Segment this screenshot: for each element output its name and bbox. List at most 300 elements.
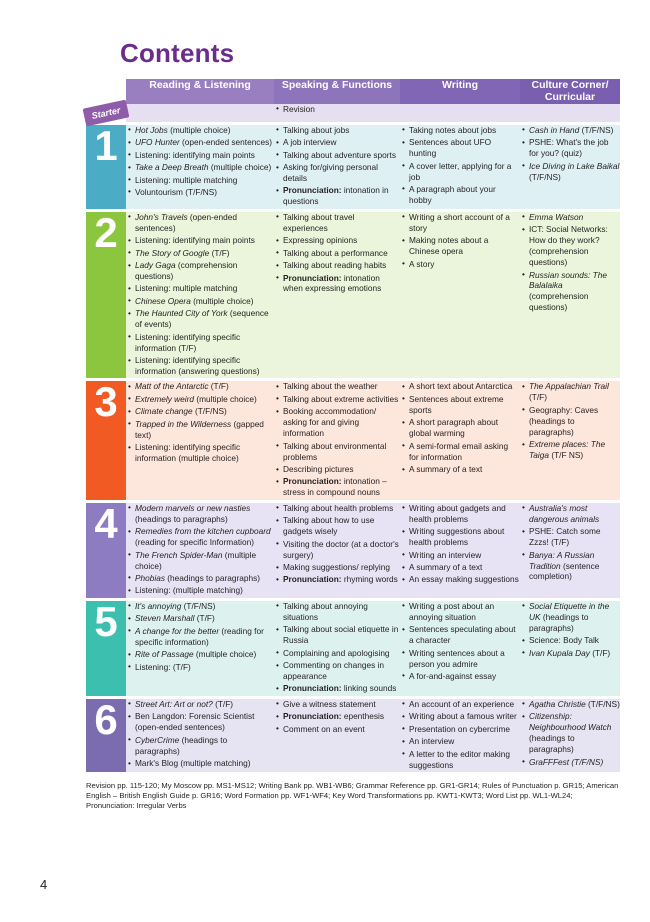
cell-speaking-functions: [274, 104, 400, 124]
text-fragment: (comprehension questions): [529, 291, 589, 313]
list-item: [283, 624, 400, 646]
text-fragment: Writing about a famous writer: [409, 711, 517, 722]
text-fragment: Pronunciation:: [283, 272, 344, 283]
text-fragment: Ivan Kupala Day: [529, 647, 593, 658]
contents-table: [86, 79, 620, 775]
list-item: [135, 150, 274, 161]
cell-writing: [400, 599, 520, 697]
text-fragment: rhyming words: [343, 574, 398, 585]
table-header: [86, 79, 620, 104]
text-fragment: Listening: multiple matching: [135, 174, 238, 185]
text-fragment: A short text about Antarctica: [409, 381, 513, 392]
text-fragment: Talking about a performance: [283, 247, 388, 258]
bullet-list: [400, 125, 520, 206]
list-item: [135, 308, 274, 330]
text-fragment: Pronunciation:: [283, 185, 344, 196]
bullet-list: [400, 699, 520, 771]
text-fragment: (headings to paragraphs): [135, 734, 228, 756]
cell-culture-corner: [520, 123, 620, 210]
text-fragment: Writing sentences about a person you admire: [409, 647, 505, 669]
text-fragment: (T/F): [196, 613, 215, 624]
list-item: [283, 235, 400, 246]
list-item: [283, 660, 400, 682]
list-item: [409, 736, 520, 747]
list-item: [135, 735, 274, 757]
list-item: [409, 137, 520, 159]
text-fragment: Sentences speculating about a character: [409, 624, 516, 646]
cell-speaking-functions: [274, 697, 400, 773]
list-item: [135, 626, 274, 648]
list-item: [135, 406, 274, 417]
text-fragment: Talking about reading habits: [283, 260, 387, 271]
text-fragment: Talking about jobs: [283, 124, 350, 135]
bullet-list: [274, 381, 400, 498]
list-item: [135, 162, 274, 173]
bullet-list: [274, 104, 400, 115]
cell-writing: [400, 380, 520, 501]
unit-label-starter: [86, 104, 126, 124]
bullet-list: [126, 125, 274, 198]
cell-reading-listening: [126, 599, 274, 697]
list-item: [135, 248, 274, 259]
list-item: [529, 439, 620, 461]
text-fragment: Extreme places: The Taiga: [529, 439, 606, 461]
text-fragment: The French Spider-Man: [135, 549, 225, 560]
text-fragment: (sequence of events): [135, 308, 269, 330]
list-item: [283, 394, 400, 405]
text-fragment: (T/F): [592, 647, 611, 658]
text-fragment: An essay making suggestions: [409, 574, 519, 585]
list-item: [409, 259, 520, 270]
text-fragment: (gapped text): [135, 418, 264, 440]
text-fragment: Science: Body Talk: [529, 635, 599, 646]
text-fragment: (T/F/NS): [194, 406, 227, 417]
list-item: [135, 699, 274, 710]
cell-reading-listening: [126, 501, 274, 599]
list-item: [283, 724, 400, 735]
list-item: [283, 212, 400, 234]
text-fragment: GraFFFest (T/F/NS): [529, 756, 604, 767]
list-item: [409, 562, 520, 573]
list-item: [529, 601, 620, 634]
text-fragment: Talking about annoying situations: [283, 600, 368, 622]
unit-number-6: 6: [86, 697, 126, 773]
text-fragment: intonation when expressing emotions: [283, 272, 382, 294]
text-fragment: The Story of Google: [135, 247, 212, 258]
text-fragment: Listening: identifying specific information (multiple choice): [135, 442, 241, 464]
list-item: [529, 270, 620, 314]
list-item: [135, 662, 274, 673]
text-fragment: A paragraph about your hobby: [409, 183, 496, 205]
text-fragment: Asking for/giving personal details: [283, 162, 379, 183]
text-fragment: (T/F/NS): [529, 171, 561, 182]
list-item: [135, 175, 274, 186]
list-item: [135, 332, 274, 354]
bullet-list: [400, 381, 520, 475]
list-item: [283, 562, 400, 573]
text-fragment: Writing an interview: [409, 549, 482, 560]
list-item: [529, 648, 620, 659]
list-item: [283, 441, 400, 463]
bullet-list: [274, 601, 400, 695]
cell-speaking-functions: [274, 123, 400, 210]
text-fragment: Writing about gadgets and health problems: [409, 502, 506, 524]
list-item: [529, 125, 620, 136]
text-fragment: Writing suggestions about health problems: [409, 526, 505, 548]
text-fragment: Steven Marshall: [135, 613, 197, 624]
list-item: [409, 624, 520, 646]
cell-culture-corner: [520, 104, 620, 124]
list-item: [283, 185, 400, 207]
text-fragment: Hot Jobs: [135, 124, 171, 135]
list-item: [409, 601, 520, 623]
text-fragment: UFO Hunter: [135, 137, 183, 148]
text-fragment: Rite of Passage: [135, 649, 196, 660]
column-header-culture-corner: Culture Corner/ Curricular: [520, 79, 620, 104]
bullet-list: [520, 601, 620, 659]
text-fragment: Listening: identifying specific information (answering questions): [135, 355, 260, 376]
text-fragment: Street Art: Art or not?: [135, 698, 216, 709]
list-item: [135, 503, 274, 525]
text-fragment: (multiple choice): [170, 124, 231, 135]
text-fragment: Complaining and apologising: [283, 647, 390, 658]
list-item: [283, 648, 400, 659]
list-item: [409, 125, 520, 136]
text-fragment: Geography: Caves (headings to paragraphs): [529, 404, 599, 437]
text-fragment: John's Travels: [135, 211, 190, 222]
text-fragment: Russian sounds: The Balalaika: [529, 269, 607, 291]
list-item: [135, 601, 274, 612]
text-fragment: (multiple choice): [196, 393, 257, 404]
text-fragment: An interview: [409, 736, 455, 747]
list-item: [283, 476, 400, 498]
text-fragment: Talking about travel experiences: [283, 211, 355, 233]
text-fragment: Give a witness statement: [283, 698, 376, 709]
list-item: [135, 394, 274, 405]
list-item: [135, 573, 274, 584]
cell-reading-listening: [126, 123, 274, 210]
list-item: [283, 574, 400, 585]
text-fragment: Making notes about a Chinese opera: [409, 235, 489, 257]
cell-writing: [400, 697, 520, 773]
cell-speaking-functions: [274, 210, 400, 380]
text-fragment: Lady Gaga: [135, 260, 178, 271]
footnote: Revision pp. 115-120; My Moscow pp. MS1-MS12; Writing Bank pp. WB1-WB6; Grammar Reference pp. GR1-GR14; Rules of Punctuation p. GR15; American English – British English Guide p. GR16; Word Formation pp. WF1-WF4; Key Word Transformations pp. KWT1-KWT3; Word List pp. WL1-WL24; Pronunciation: Irregular Verbs: [86, 780, 619, 811]
list-item: [409, 161, 520, 183]
bullet-list: [520, 212, 620, 313]
text-fragment: (T/F NS): [551, 450, 584, 461]
text-fragment: Sentences about extreme sports: [409, 393, 504, 415]
text-fragment: Talking about extreme activities: [283, 393, 399, 404]
list-item: [135, 260, 274, 282]
list-item: [409, 417, 520, 439]
column-header-writing: Writing: [400, 79, 520, 104]
text-fragment: (headings to paragraphs): [529, 611, 589, 633]
cell-culture-corner: [520, 599, 620, 697]
list-item: [135, 442, 274, 464]
list-item: [283, 260, 400, 271]
list-item: [135, 526, 274, 548]
text-fragment: Ben Langdon: Forensic Scientist (open-ended sentences): [135, 711, 255, 733]
list-item: [409, 212, 520, 234]
text-fragment: Australia's most dangerous animals: [529, 502, 600, 524]
text-fragment: Writing a short account of a story: [409, 211, 510, 233]
cell-writing: [400, 123, 520, 210]
list-item: [135, 137, 274, 148]
bullet-list: [400, 503, 520, 586]
cell-writing: [400, 104, 520, 124]
unit-number-2: 2: [86, 210, 126, 380]
text-fragment: Ice Diving in Lake Baikal: [529, 160, 620, 171]
cell-speaking-functions: [274, 599, 400, 697]
list-item: [409, 550, 520, 561]
list-item: [529, 550, 620, 583]
cell-writing: [400, 501, 520, 599]
text-fragment: (open-ended sentences): [182, 137, 272, 148]
table-row: [86, 104, 620, 124]
text-fragment: Extremely weird: [135, 393, 197, 404]
text-fragment: (multiple choice): [193, 295, 254, 306]
list-item: [409, 749, 520, 771]
cell-speaking-functions: [274, 501, 400, 599]
text-fragment: A change for the better: [135, 625, 222, 636]
text-fragment: (headings to paragraphs): [167, 572, 261, 583]
text-fragment: Agatha Christie: [529, 698, 589, 709]
list-item: [529, 711, 620, 755]
text-fragment: (open-ended sentences): [135, 211, 237, 233]
list-item: [409, 574, 520, 585]
bullet-list: [520, 125, 620, 183]
text-fragment: Listening: identifying specific information (T/F): [135, 331, 241, 353]
text-fragment: Pronunciation:: [283, 476, 344, 487]
cell-reading-listening: [126, 104, 274, 124]
text-fragment: A job interview: [283, 137, 337, 148]
list-item: [529, 381, 620, 403]
bullet-list: [126, 699, 274, 769]
list-item: [283, 503, 400, 514]
text-fragment: A cover letter, applying for a job: [409, 160, 512, 182]
text-fragment: Banya: A Russian Tradition: [529, 549, 595, 571]
text-fragment: (comprehension questions): [135, 260, 238, 281]
text-fragment: (T/F): [215, 698, 234, 709]
list-item: [283, 683, 400, 694]
list-item: [135, 381, 274, 392]
list-item: [135, 355, 274, 377]
text-fragment: PSHE: Catch some Zzzs! (T/F): [529, 526, 601, 548]
text-fragment: Describing pictures: [283, 464, 354, 474]
text-fragment: (multiple choice): [195, 649, 257, 660]
list-item: [283, 273, 400, 295]
cell-culture-corner: [520, 501, 620, 599]
unit-number-4: 4: [86, 501, 126, 599]
text-fragment: An account of an experience: [409, 698, 515, 709]
text-fragment: PSHE: What's the job for you? (quiz): [529, 137, 609, 159]
text-fragment: Voluntourism (T/F/NS): [135, 186, 218, 197]
page-number: 4: [40, 877, 48, 892]
text-fragment: Talking about adventure sports: [283, 149, 397, 160]
column-header-speaking-functions: Speaking & Functions: [274, 79, 400, 104]
text-fragment: Listening: identifying main points: [135, 149, 255, 160]
list-item: [283, 464, 400, 475]
cell-reading-listening: [126, 697, 274, 773]
text-fragment: intonation in questions: [283, 185, 389, 207]
text-fragment: Phobias: [135, 572, 168, 583]
bullet-list: [274, 125, 400, 208]
text-fragment: It's annoying: [135, 600, 184, 611]
list-item: [529, 224, 620, 268]
unit-number-3: 3: [86, 380, 126, 501]
list-item: [409, 235, 520, 257]
cell-culture-corner: [520, 380, 620, 501]
table-row: [86, 501, 620, 599]
list-item: [409, 381, 520, 392]
list-item: [529, 405, 620, 438]
text-fragment: A semi-formal email asking for information: [409, 440, 509, 462]
text-fragment: Talking about how to use gadgets wisely: [283, 515, 375, 537]
list-item: [135, 550, 274, 572]
list-item: [135, 283, 274, 294]
bullet-list: [126, 503, 274, 597]
text-fragment: Climate change: [135, 406, 195, 417]
table-row: [86, 380, 620, 501]
column-header-reading-listening: Reading & Listening: [126, 79, 274, 104]
cell-culture-corner: [520, 697, 620, 773]
text-fragment: Sentences about UFO hunting: [409, 137, 492, 159]
bullet-list: [274, 699, 400, 735]
text-fragment: Talking about social etiquette in Russia: [283, 624, 399, 646]
list-item: [529, 699, 620, 710]
text-fragment: Take a Deep Breath: [135, 162, 211, 173]
text-fragment: A short paragraph about global warming: [409, 417, 499, 439]
text-fragment: Remedies from the kitchen cupboard: [135, 526, 271, 537]
text-fragment: linking sounds: [343, 683, 397, 694]
list-item: [283, 601, 400, 623]
cell-reading-listening: [126, 380, 274, 501]
text-fragment: A summary of a text: [409, 464, 483, 474]
text-fragment: Pronunciation:: [283, 574, 344, 585]
text-fragment: (reading for specific Information): [135, 537, 254, 548]
bullet-list: [274, 212, 400, 295]
text-fragment: Listening: (multiple matching): [135, 585, 243, 596]
table-row: [86, 697, 620, 773]
list-item: [135, 419, 274, 441]
bullet-list: [274, 503, 400, 586]
text-fragment: (multiple choice): [210, 162, 272, 173]
cell-reading-listening: [126, 210, 274, 380]
list-item: [283, 699, 400, 710]
table-row: [86, 210, 620, 380]
list-item: [283, 137, 400, 148]
text-fragment: (sentence completion): [529, 560, 600, 582]
text-fragment: Revision: [283, 103, 315, 114]
text-fragment: intonation – stress in compound nouns: [283, 476, 387, 498]
list-item: [409, 724, 520, 735]
text-fragment: The Haunted City of York: [135, 308, 230, 319]
unit-number-1: 1: [86, 123, 126, 210]
list-item: [283, 381, 400, 392]
text-fragment: (T/F/NS): [183, 600, 216, 611]
list-item: [409, 711, 520, 722]
list-item: [283, 150, 400, 161]
text-fragment: Comment on an event: [283, 723, 365, 734]
text-fragment: Chinese Opera: [135, 295, 194, 306]
text-fragment: Expressing opinions: [283, 235, 358, 246]
text-fragment: CyberCrime: [135, 734, 182, 745]
list-item: [135, 613, 274, 624]
list-item: [529, 212, 620, 223]
list-item: [135, 125, 274, 136]
list-item: [529, 526, 620, 548]
list-item: [409, 184, 520, 206]
list-item: [283, 711, 400, 722]
bullet-list: [400, 212, 520, 270]
list-item: [283, 104, 400, 115]
list-item: [283, 515, 400, 537]
list-item: [529, 137, 620, 159]
list-item: [135, 711, 274, 733]
text-fragment: epenthesis: [343, 711, 384, 722]
list-item: [529, 161, 620, 183]
text-fragment: Pronunciation:: [283, 711, 344, 722]
table-row: [86, 123, 620, 210]
text-fragment: Making suggestions/ replying: [283, 562, 390, 572]
list-item: [409, 699, 520, 710]
text-fragment: (T/F): [529, 392, 547, 403]
text-fragment: Visiting the doctor (at a doctor's surgery): [283, 538, 399, 560]
text-fragment: The Appalachian Trail: [529, 381, 609, 392]
text-fragment: Booking accommodation/ asking for and giving information: [283, 406, 377, 439]
list-item: [409, 648, 520, 670]
bullet-list: [520, 381, 620, 461]
text-fragment: Cash in Hand: [529, 124, 582, 135]
list-item: [135, 235, 274, 246]
text-fragment: Talking about health problems: [283, 502, 394, 513]
text-fragment: Mark's Blog (multiple matching): [135, 758, 251, 768]
bullet-list: [126, 381, 274, 464]
text-fragment: Matt of the Antarctic: [135, 381, 211, 392]
text-fragment: Listening: identifying main points: [135, 235, 255, 246]
text-fragment: Pronunciation:: [283, 683, 344, 694]
cell-culture-corner: [520, 210, 620, 380]
list-item: [135, 296, 274, 307]
table-row: [86, 599, 620, 697]
starter-badge: Starter: [83, 99, 130, 126]
text-fragment: Modern marvels or new nasties: [135, 502, 251, 513]
text-fragment: ICT: Social Networks: How do they work? (comprehension questions): [529, 224, 608, 268]
text-fragment: Talking about environmental problems: [283, 440, 387, 462]
text-fragment: Listening: multiple matching: [135, 283, 238, 294]
text-fragment: Commenting on changes in appearance: [283, 660, 385, 681]
bullet-list: [400, 601, 520, 682]
list-item: [409, 441, 520, 463]
unit-number-5: 5: [86, 599, 126, 697]
bullet-list: [126, 212, 274, 377]
list-item: [135, 649, 274, 660]
list-item: [409, 464, 520, 475]
list-item: [409, 671, 520, 682]
list-item: [135, 585, 274, 596]
text-fragment: (multiple choice): [135, 549, 257, 571]
text-fragment: (T/F): [210, 381, 229, 392]
list-item: [529, 757, 620, 768]
text-fragment: (headings to paragraphs): [529, 733, 575, 755]
list-item: [283, 539, 400, 561]
text-fragment: A for-and-against essay: [409, 670, 497, 681]
bullet-list: [520, 699, 620, 768]
text-fragment: A summary of a text: [409, 562, 483, 572]
text-fragment: (headings to paragraphs): [135, 513, 228, 524]
text-fragment: Taking notes about jobs: [409, 124, 497, 135]
